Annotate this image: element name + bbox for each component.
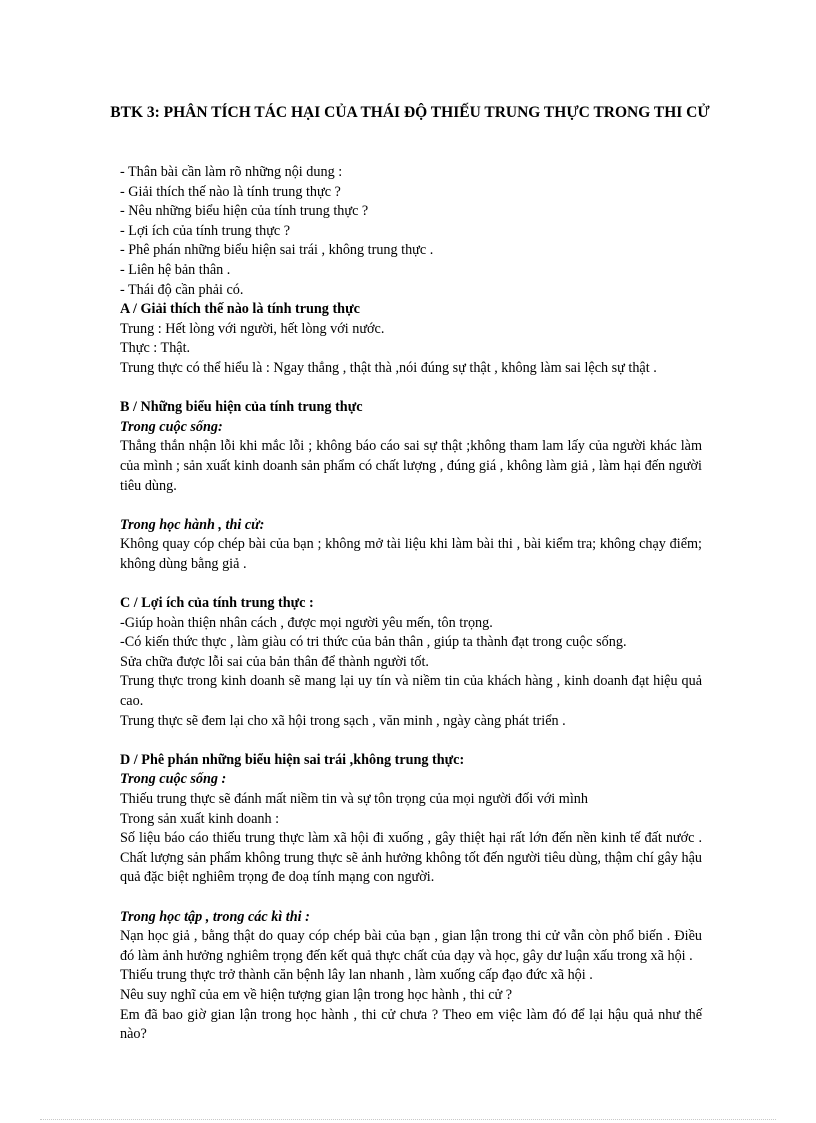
section-c-heading: C / Lợi ích của tính trung thực : xyxy=(120,595,314,612)
section-b-life-text: Thẳng thắn nhận lỗi khi mắc lỗi ; không báo cáo sai sự thật ;không tham lam lấy của người khác làm của mình ; sản xuất kinh doanh sản phẩm có chất lượng , đúng giá , không làm giả , làm hại đến người tiêu dùng. xyxy=(120,438,702,494)
section-d-business-text: Số liệu báo cáo thiếu trung thực làm xã hội đi xuống , gây thiệt hại rất lớn đến nền kinh tế đất nước . Chất lượng sản phẩm không trung thực sẽ ảnh hưởng không tốt đến người tiêu dùng, thậm chí gây hậu quả đặc biệt nghiêm trọng đe doạ tính mạng con người. xyxy=(120,830,702,886)
section-d-heading: D / Phê phán những biểu hiện sai trái ,không trung thực: xyxy=(120,751,465,768)
section-a-heading: A / Giải thích thế nào là tính trung thực xyxy=(120,301,360,318)
section-b-exam-heading: Trong học hành , thi cử: xyxy=(120,516,265,533)
spacer xyxy=(120,379,702,399)
intro-line: - Liên hệ bản thân . xyxy=(120,261,231,278)
section-b-exam-text: Không quay cóp chép bài của bạn ; không mở tài liệu khi làm bài thi , bài kiểm tra; không chạy điểm; không dùng bằng giả . xyxy=(120,536,702,572)
spacer xyxy=(120,574,702,594)
section-c-line: Sửa chữa được lỗi sai của bản thân để thành người tốt. xyxy=(120,653,429,670)
section-d-exam-text: Nạn học giả , bằng thật do quay cóp chép bài của bạn , gian lận trong thi cử vẫn còn phổ biến . Điều đó làm ảnh hưởng nghiêm trọng đến kết quả thực chất của dạy và học, gây dư luận xấu trong xã hội . xyxy=(120,928,702,964)
section-a-paragraph: Trung thực có thể hiểu là : Ngay thẳng , thật thà ,nói đúng sự thật , không làm sai lệch sự thật . xyxy=(120,359,657,376)
page-bottom-divider xyxy=(40,1119,776,1120)
section-d-life-heading: Trong cuộc sống : xyxy=(120,771,227,788)
spacer xyxy=(120,731,702,751)
section-d-question: Em đã bao giờ gian lận trong học hành , thi cử chưa ? Theo em việc làm đó để lại hậu quả như thế nào? xyxy=(120,1006,702,1043)
section-d-life-line: Thiếu trung thực sẽ đánh mất niềm tin và sự tôn trọng của mọi người đối với mình xyxy=(120,791,588,807)
intro-line: - Nêu những biểu hiện của tính trung thực ? xyxy=(120,203,369,220)
intro-line: - Thân bài cần làm rõ những nội dung : xyxy=(120,164,343,180)
document-body xyxy=(120,163,702,1045)
intro-line: - Thái độ cần phải có. xyxy=(120,281,244,298)
section-c-society: Trung thực sẽ đem lại cho xã hội trong sạch , văn minh , ngày càng phát triển . xyxy=(120,712,566,729)
spacer xyxy=(120,888,702,908)
intro-line: - Giải thích thế nào là tính trung thực ? xyxy=(120,183,341,200)
intro-line: - Phê phán những biểu hiện sai trái , không trung thực . xyxy=(120,242,434,259)
section-b-heading: B / Những biểu hiện của tính trung thực xyxy=(120,399,363,416)
section-c-line: -Có kiến thức thực , làm giàu có tri thức của bản thân , giúp ta thành đạt trong cuộc sống. xyxy=(120,634,627,651)
section-a-line: Trung : Hết lòng với người, hết lòng với nước. xyxy=(120,320,385,337)
section-d-exam-heading: Trong học tập , trong các kì thi : xyxy=(120,908,310,925)
section-d-life-line: Trong sản xuất kinh doanh : xyxy=(120,810,280,827)
section-d-question: Nêu suy nghĩ của em về hiện tượng gian lận trong học hành , thi cử ? xyxy=(120,986,513,1003)
section-d-spread: Thiếu trung thực trở thành căn bệnh lây lan nhanh , làm xuống cấp đạo đức xã hội . xyxy=(120,967,593,984)
section-c-line: -Giúp hoàn thiện nhân cách , được mọi người yêu mến, tôn trọng. xyxy=(120,614,493,631)
section-b-life-heading: Trong cuộc sống: xyxy=(120,418,223,435)
document-title: BTK 3: PHÂN TÍCH TÁC HẠI CỦA THÁI ĐỘ THIẾU TRUNG THỰC TRONG THI CỬ xyxy=(110,104,710,121)
section-a-line: Thực : Thật. xyxy=(120,340,191,357)
section-c-business: Trung thực trong kinh doanh sẽ mang lại uy tín và niềm tin của khách hàng , kinh doanh đạt hiệu quả cao. xyxy=(120,673,702,710)
intro-line: - Lợi ích của tính trung thực ? xyxy=(120,222,291,239)
spacer xyxy=(120,496,702,516)
